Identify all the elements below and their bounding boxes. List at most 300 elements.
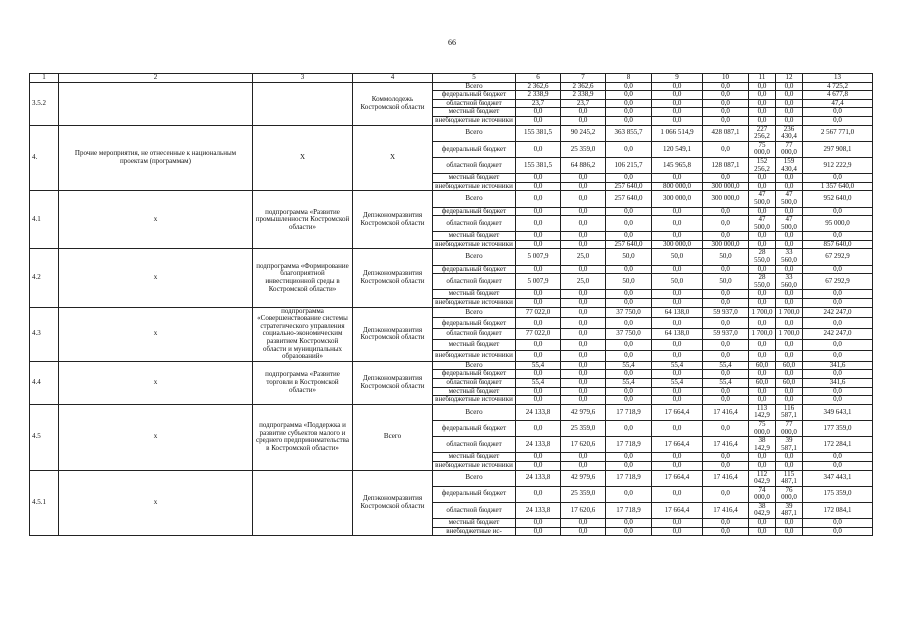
- value-cell: 0,0: [749, 461, 776, 470]
- value-cell: 67 292,9: [803, 274, 873, 290]
- value-cell: 60,0: [776, 378, 803, 387]
- value-cell: 0,0: [606, 116, 652, 125]
- program-cell: [253, 82, 353, 125]
- value-cell: 50,0: [606, 249, 652, 265]
- measure-name-cell: х: [59, 404, 253, 470]
- value-cell: 172 284,1: [803, 437, 873, 453]
- program-cell: подпрограмма «Поддержка и развитие субъектов малого и среднего предпринимательства в Костромской области»: [253, 404, 353, 470]
- value-cell: 0,0: [703, 108, 749, 117]
- value-cell: 112 042,9: [749, 470, 776, 486]
- value-cell: 38 042,9: [749, 502, 776, 518]
- value-cell: 297 908,1: [803, 141, 873, 157]
- value-cell: 0,0: [652, 207, 703, 216]
- value-cell: 0,0: [703, 461, 749, 470]
- value-cell: 0,0: [703, 141, 749, 157]
- budget-table: [29, 73, 873, 536]
- value-cell: 17 416,4: [703, 470, 749, 486]
- value-cell: 0,0: [516, 519, 561, 528]
- value-cell: 857 640,0: [803, 240, 873, 249]
- value-cell: 0,0: [561, 329, 606, 340]
- value-cell: 155 381,5: [516, 125, 561, 141]
- value-cell: 0,0: [776, 265, 803, 274]
- source-cell: внебюджетные источники: [433, 116, 516, 125]
- source-cell: федеральный бюджет: [433, 141, 516, 157]
- source-cell: федеральный бюджет: [433, 370, 516, 379]
- value-cell: 0,0: [703, 207, 749, 216]
- value-cell: 0,0: [703, 387, 749, 396]
- value-cell: 0,0: [652, 108, 703, 117]
- value-cell: 0,0: [606, 174, 652, 183]
- value-cell: 0,0: [776, 99, 803, 108]
- value-cell: 0,0: [703, 420, 749, 436]
- value-cell: 60,0: [749, 361, 776, 370]
- value-cell: 106 215,7: [606, 157, 652, 173]
- value-cell: 0,0: [561, 207, 606, 216]
- value-cell: 55,4: [516, 378, 561, 387]
- value-cell: 0,0: [776, 240, 803, 249]
- value-cell: 2 338,9: [516, 91, 561, 100]
- value-cell: 0,0: [652, 396, 703, 405]
- value-cell: 0,0: [561, 307, 606, 318]
- value-cell: 0,0: [516, 453, 561, 462]
- value-cell: 177 359,0: [803, 420, 873, 436]
- value-cell: 0,0: [803, 370, 873, 379]
- value-cell: 257 640,0: [606, 240, 652, 249]
- value-cell: 0,0: [516, 240, 561, 249]
- value-cell: 159 430,4: [776, 157, 803, 173]
- value-cell: 0,0: [703, 174, 749, 183]
- value-cell: 0,0: [749, 232, 776, 241]
- value-cell: 17 718,9: [606, 470, 652, 486]
- value-cell: 33 560,0: [776, 274, 803, 290]
- value-cell: 55,4: [606, 361, 652, 370]
- row-number-cell: 4.3: [30, 307, 59, 361]
- value-cell: 0,0: [803, 299, 873, 308]
- source-cell: областной бюджет: [433, 329, 516, 340]
- value-cell: 0,0: [606, 99, 652, 108]
- executor-cell: Всего: [353, 404, 433, 470]
- header-cell: 8: [606, 74, 652, 83]
- value-cell: 300 000,0: [703, 240, 749, 249]
- value-cell: 0,0: [703, 116, 749, 125]
- executor-cell: Депэкономразвития Костромской области: [353, 249, 433, 307]
- value-cell: 0,0: [703, 265, 749, 274]
- row-number-cell: 4.: [30, 125, 59, 191]
- value-cell: 912 222,9: [803, 157, 873, 173]
- value-cell: 0,0: [803, 453, 873, 462]
- value-cell: 17 718,9: [606, 437, 652, 453]
- value-cell: 0,0: [516, 486, 561, 502]
- value-cell: 0,0: [652, 99, 703, 108]
- value-cell: 39 587,1: [776, 437, 803, 453]
- value-cell: 0,0: [652, 461, 703, 470]
- table-row: [30, 470, 873, 486]
- value-cell: 800 000,0: [652, 182, 703, 191]
- value-cell: 28 550,0: [749, 249, 776, 265]
- source-cell: внебюджетные источники: [433, 461, 516, 470]
- value-cell: 67 292,9: [803, 249, 873, 265]
- value-cell: 0,0: [561, 453, 606, 462]
- value-cell: 0,0: [606, 396, 652, 405]
- value-cell: 50,0: [606, 274, 652, 290]
- value-cell: 0,0: [703, 519, 749, 528]
- value-cell: 0,0: [606, 91, 652, 100]
- value-cell: 0,0: [516, 420, 561, 436]
- value-cell: 0,0: [561, 232, 606, 241]
- value-cell: 0,0: [561, 290, 606, 299]
- value-cell: 0,0: [652, 453, 703, 462]
- row-number-cell: 4.4: [30, 361, 59, 404]
- value-cell: 349 643,1: [803, 404, 873, 420]
- header-row: [30, 74, 873, 83]
- value-cell: 0,0: [749, 207, 776, 216]
- value-cell: 300 000,0: [652, 240, 703, 249]
- value-cell: 0,0: [749, 318, 776, 329]
- source-cell: федеральный бюджет: [433, 91, 516, 100]
- value-cell: 172 084,1: [803, 502, 873, 518]
- header-cell: 3: [253, 74, 353, 83]
- value-cell: 116 587,1: [776, 404, 803, 420]
- value-cell: 0,0: [703, 486, 749, 502]
- program-cell: подпрограмма «Развитие промышленности Костромской области»: [253, 191, 353, 249]
- value-cell: 0,0: [776, 387, 803, 396]
- value-cell: 227 256,2: [749, 125, 776, 141]
- measure-name-cell: х: [59, 307, 253, 361]
- source-cell: областной бюджет: [433, 157, 516, 173]
- value-cell: 17 416,4: [703, 404, 749, 420]
- value-cell: 0,0: [606, 420, 652, 436]
- value-cell: 155 381,5: [516, 157, 561, 173]
- value-cell: 1 066 514,9: [652, 125, 703, 141]
- value-cell: 300 000,0: [652, 191, 703, 207]
- executor-cell: Депэкономразвития Костромской области: [353, 307, 433, 361]
- value-cell: 0,0: [803, 340, 873, 351]
- source-cell: федеральный бюджет: [433, 265, 516, 274]
- value-cell: 17 416,4: [703, 437, 749, 453]
- value-cell: 128 087,1: [703, 157, 749, 173]
- value-cell: 0,0: [561, 191, 606, 207]
- table-body: [30, 74, 873, 536]
- table-row: [30, 125, 873, 141]
- value-cell: 0,0: [652, 527, 703, 536]
- source-cell: областной бюджет: [433, 437, 516, 453]
- value-cell: 0,0: [776, 82, 803, 91]
- value-cell: 120 549,1: [652, 141, 703, 157]
- value-cell: 0,0: [606, 370, 652, 379]
- value-cell: 33 560,0: [776, 249, 803, 265]
- source-cell: федеральный бюджет: [433, 420, 516, 436]
- value-cell: 2 362,6: [516, 82, 561, 91]
- source-cell: областной бюджет: [433, 274, 516, 290]
- value-cell: 0,0: [749, 340, 776, 351]
- value-cell: 28 550,0: [749, 274, 776, 290]
- value-cell: 0,0: [606, 340, 652, 351]
- value-cell: 0,0: [606, 527, 652, 536]
- value-cell: 0,0: [652, 340, 703, 351]
- value-cell: 0,0: [561, 340, 606, 351]
- value-cell: 0,0: [606, 461, 652, 470]
- value-cell: 428 087,1: [703, 125, 749, 141]
- value-cell: 25 359,0: [561, 420, 606, 436]
- value-cell: 0,0: [516, 174, 561, 183]
- value-cell: 17 416,4: [703, 502, 749, 518]
- measure-name-cell: [59, 82, 253, 125]
- value-cell: 0,0: [516, 216, 561, 232]
- value-cell: 0,0: [561, 318, 606, 329]
- header-cell: 6: [516, 74, 561, 83]
- value-cell: 0,0: [776, 461, 803, 470]
- value-cell: 0,0: [749, 116, 776, 125]
- value-cell: 952 640,0: [803, 191, 873, 207]
- value-cell: 55,4: [652, 361, 703, 370]
- value-cell: 17 620,6: [561, 502, 606, 518]
- value-cell: 341,6: [803, 361, 873, 370]
- value-cell: 0,0: [803, 232, 873, 241]
- measure-name-cell: х: [59, 249, 253, 307]
- value-cell: 17 664,4: [652, 437, 703, 453]
- value-cell: 0,0: [561, 116, 606, 125]
- value-cell: 0,0: [703, 527, 749, 536]
- value-cell: 60,0: [749, 378, 776, 387]
- value-cell: 0,0: [803, 174, 873, 183]
- value-cell: 0,0: [703, 82, 749, 91]
- source-cell: Всего: [433, 249, 516, 265]
- value-cell: 0,0: [516, 299, 561, 308]
- value-cell: 47 500,0: [749, 191, 776, 207]
- value-cell: 0,0: [561, 216, 606, 232]
- value-cell: 0,0: [776, 207, 803, 216]
- value-cell: 60,0: [776, 361, 803, 370]
- value-cell: 0,0: [803, 290, 873, 299]
- value-cell: 0,0: [803, 207, 873, 216]
- value-cell: 55,4: [652, 378, 703, 387]
- value-cell: 0,0: [606, 108, 652, 117]
- header-cell: 2: [59, 74, 253, 83]
- value-cell: 242 247,0: [803, 329, 873, 340]
- source-cell: местный бюджет: [433, 340, 516, 351]
- value-cell: 0,0: [703, 453, 749, 462]
- value-cell: 0,0: [652, 232, 703, 241]
- table-row: [30, 249, 873, 265]
- value-cell: 0,0: [803, 116, 873, 125]
- value-cell: 0,0: [652, 116, 703, 125]
- value-cell: 23,7: [516, 99, 561, 108]
- row-number-cell: 4.5: [30, 404, 59, 470]
- source-cell: федеральный бюджет: [433, 318, 516, 329]
- value-cell: 0,0: [561, 527, 606, 536]
- value-cell: 0,0: [803, 396, 873, 405]
- source-cell: Всего: [433, 307, 516, 318]
- value-cell: 236 430,4: [776, 125, 803, 141]
- value-cell: 0,0: [703, 318, 749, 329]
- value-cell: 59 937,0: [703, 329, 749, 340]
- value-cell: 2 338,9: [561, 91, 606, 100]
- value-cell: 17 718,9: [606, 404, 652, 420]
- value-cell: 25 359,0: [561, 141, 606, 157]
- value-cell: 0,0: [561, 361, 606, 370]
- value-cell: 0,0: [606, 216, 652, 232]
- value-cell: 0,0: [516, 396, 561, 405]
- value-cell: 0,0: [803, 318, 873, 329]
- value-cell: 0,0: [606, 318, 652, 329]
- value-cell: 0,0: [776, 453, 803, 462]
- value-cell: 0,0: [776, 174, 803, 183]
- value-cell: 0,0: [749, 99, 776, 108]
- value-cell: 0,0: [749, 527, 776, 536]
- value-cell: 76 000,0: [776, 486, 803, 502]
- value-cell: 0,0: [703, 299, 749, 308]
- value-cell: 24 133,8: [516, 470, 561, 486]
- value-cell: 24 133,8: [516, 404, 561, 420]
- source-cell: Всего: [433, 361, 516, 370]
- value-cell: 0,0: [561, 182, 606, 191]
- value-cell: 0,0: [606, 232, 652, 241]
- value-cell: 0,0: [516, 116, 561, 125]
- source-cell: областной бюджет: [433, 378, 516, 387]
- value-cell: 0,0: [776, 527, 803, 536]
- value-cell: 0,0: [516, 318, 561, 329]
- source-cell: местный бюджет: [433, 453, 516, 462]
- value-cell: 0,0: [606, 207, 652, 216]
- value-cell: 0,0: [749, 387, 776, 396]
- value-cell: 55,4: [703, 378, 749, 387]
- row-number-cell: 4.1: [30, 191, 59, 249]
- value-cell: 39 487,1: [776, 502, 803, 518]
- value-cell: 64 138,0: [652, 329, 703, 340]
- table-row: [30, 82, 873, 91]
- source-cell: местный бюджет: [433, 232, 516, 241]
- source-cell: внебюджетные источники: [433, 350, 516, 361]
- source-cell: местный бюджет: [433, 108, 516, 117]
- source-cell: Всего: [433, 470, 516, 486]
- value-cell: 95 000,0: [803, 216, 873, 232]
- value-cell: 5 007,9: [516, 274, 561, 290]
- value-cell: 64 138,0: [652, 307, 703, 318]
- value-cell: 0,0: [749, 453, 776, 462]
- program-cell: подпрограмма «Совершенствование системы стратегического управления социально-экономическим развитием Костромской области и муниципальных образований»: [253, 307, 353, 361]
- value-cell: 0,0: [516, 265, 561, 274]
- source-cell: внебюджетные источники: [433, 396, 516, 405]
- value-cell: 0,0: [516, 461, 561, 470]
- value-cell: 0,0: [776, 290, 803, 299]
- value-cell: 0,0: [803, 461, 873, 470]
- value-cell: 0,0: [652, 370, 703, 379]
- value-cell: 0,0: [561, 387, 606, 396]
- value-cell: 300 000,0: [703, 191, 749, 207]
- value-cell: 50,0: [703, 249, 749, 265]
- value-cell: 0,0: [606, 350, 652, 361]
- value-cell: 25,0: [561, 274, 606, 290]
- program-cell: [253, 470, 353, 536]
- source-cell: местный бюджет: [433, 519, 516, 528]
- value-cell: 0,0: [749, 265, 776, 274]
- source-cell: областной бюджет: [433, 502, 516, 518]
- value-cell: 50,0: [703, 274, 749, 290]
- value-cell: 0,0: [776, 340, 803, 351]
- row-number-cell: 4.2: [30, 249, 59, 307]
- value-cell: 0,0: [606, 141, 652, 157]
- table-row: [30, 404, 873, 420]
- value-cell: 47 500,0: [749, 216, 776, 232]
- value-cell: 1 700,0: [776, 307, 803, 318]
- measure-name-cell: Прочие мероприятия, не отнесенные к национальным проектам (программам): [59, 125, 253, 191]
- value-cell: 0,0: [803, 265, 873, 274]
- source-cell: Всего: [433, 191, 516, 207]
- value-cell: 23,7: [561, 99, 606, 108]
- value-cell: 0,0: [516, 232, 561, 241]
- value-cell: 152 256,2: [749, 157, 776, 173]
- measure-name-cell: х: [59, 361, 253, 404]
- value-cell: 0,0: [776, 299, 803, 308]
- value-cell: 0,0: [606, 82, 652, 91]
- source-cell: внебюджетные источники: [433, 299, 516, 308]
- value-cell: 0,0: [749, 299, 776, 308]
- value-cell: 75 000,0: [749, 420, 776, 436]
- value-cell: 0,0: [776, 108, 803, 117]
- value-cell: 37 750,0: [606, 329, 652, 340]
- value-cell: 0,0: [561, 108, 606, 117]
- value-cell: 0,0: [516, 191, 561, 207]
- value-cell: 0,0: [652, 350, 703, 361]
- value-cell: 0,0: [703, 370, 749, 379]
- value-cell: 47 500,0: [776, 191, 803, 207]
- value-cell: 38 142,9: [749, 437, 776, 453]
- header-cell: 10: [703, 74, 749, 83]
- value-cell: 0,0: [749, 82, 776, 91]
- header-cell: 13: [803, 74, 873, 83]
- value-cell: 55,4: [703, 361, 749, 370]
- value-cell: 17 664,4: [652, 470, 703, 486]
- value-cell: 77 000,0: [776, 141, 803, 157]
- source-cell: местный бюджет: [433, 387, 516, 396]
- source-cell: внебюджетные ис-: [433, 527, 516, 536]
- value-cell: 0,0: [776, 350, 803, 361]
- value-cell: 0,0: [776, 318, 803, 329]
- executor-cell: Х: [353, 125, 433, 191]
- value-cell: 1 700,0: [776, 329, 803, 340]
- source-cell: Всего: [433, 125, 516, 141]
- value-cell: 0,0: [703, 91, 749, 100]
- value-cell: 0,0: [606, 290, 652, 299]
- value-cell: 0,0: [749, 290, 776, 299]
- header-cell: 7: [561, 74, 606, 83]
- value-cell: 47 500,0: [776, 216, 803, 232]
- value-cell: 0,0: [776, 519, 803, 528]
- value-cell: 242 247,0: [803, 307, 873, 318]
- value-cell: 0,0: [652, 91, 703, 100]
- value-cell: 0,0: [703, 99, 749, 108]
- value-cell: 0,0: [606, 387, 652, 396]
- value-cell: 50,0: [652, 249, 703, 265]
- value-cell: 0,0: [516, 182, 561, 191]
- executor-cell: Депэкономразвития Костромской области: [353, 361, 433, 404]
- value-cell: 0,0: [749, 182, 776, 191]
- value-cell: 42 979,6: [561, 404, 606, 420]
- value-cell: 0,0: [652, 216, 703, 232]
- value-cell: 0,0: [703, 216, 749, 232]
- value-cell: 77 000,0: [776, 420, 803, 436]
- value-cell: 341,6: [803, 378, 873, 387]
- value-cell: 0,0: [516, 290, 561, 299]
- value-cell: 0,0: [606, 486, 652, 502]
- value-cell: 37 750,0: [606, 307, 652, 318]
- value-cell: 0,0: [516, 387, 561, 396]
- value-cell: 0,0: [652, 519, 703, 528]
- header-cell: 4: [353, 74, 433, 83]
- value-cell: 0,0: [561, 378, 606, 387]
- source-cell: внебюджетные источники: [433, 182, 516, 191]
- value-cell: 347 443,1: [803, 470, 873, 486]
